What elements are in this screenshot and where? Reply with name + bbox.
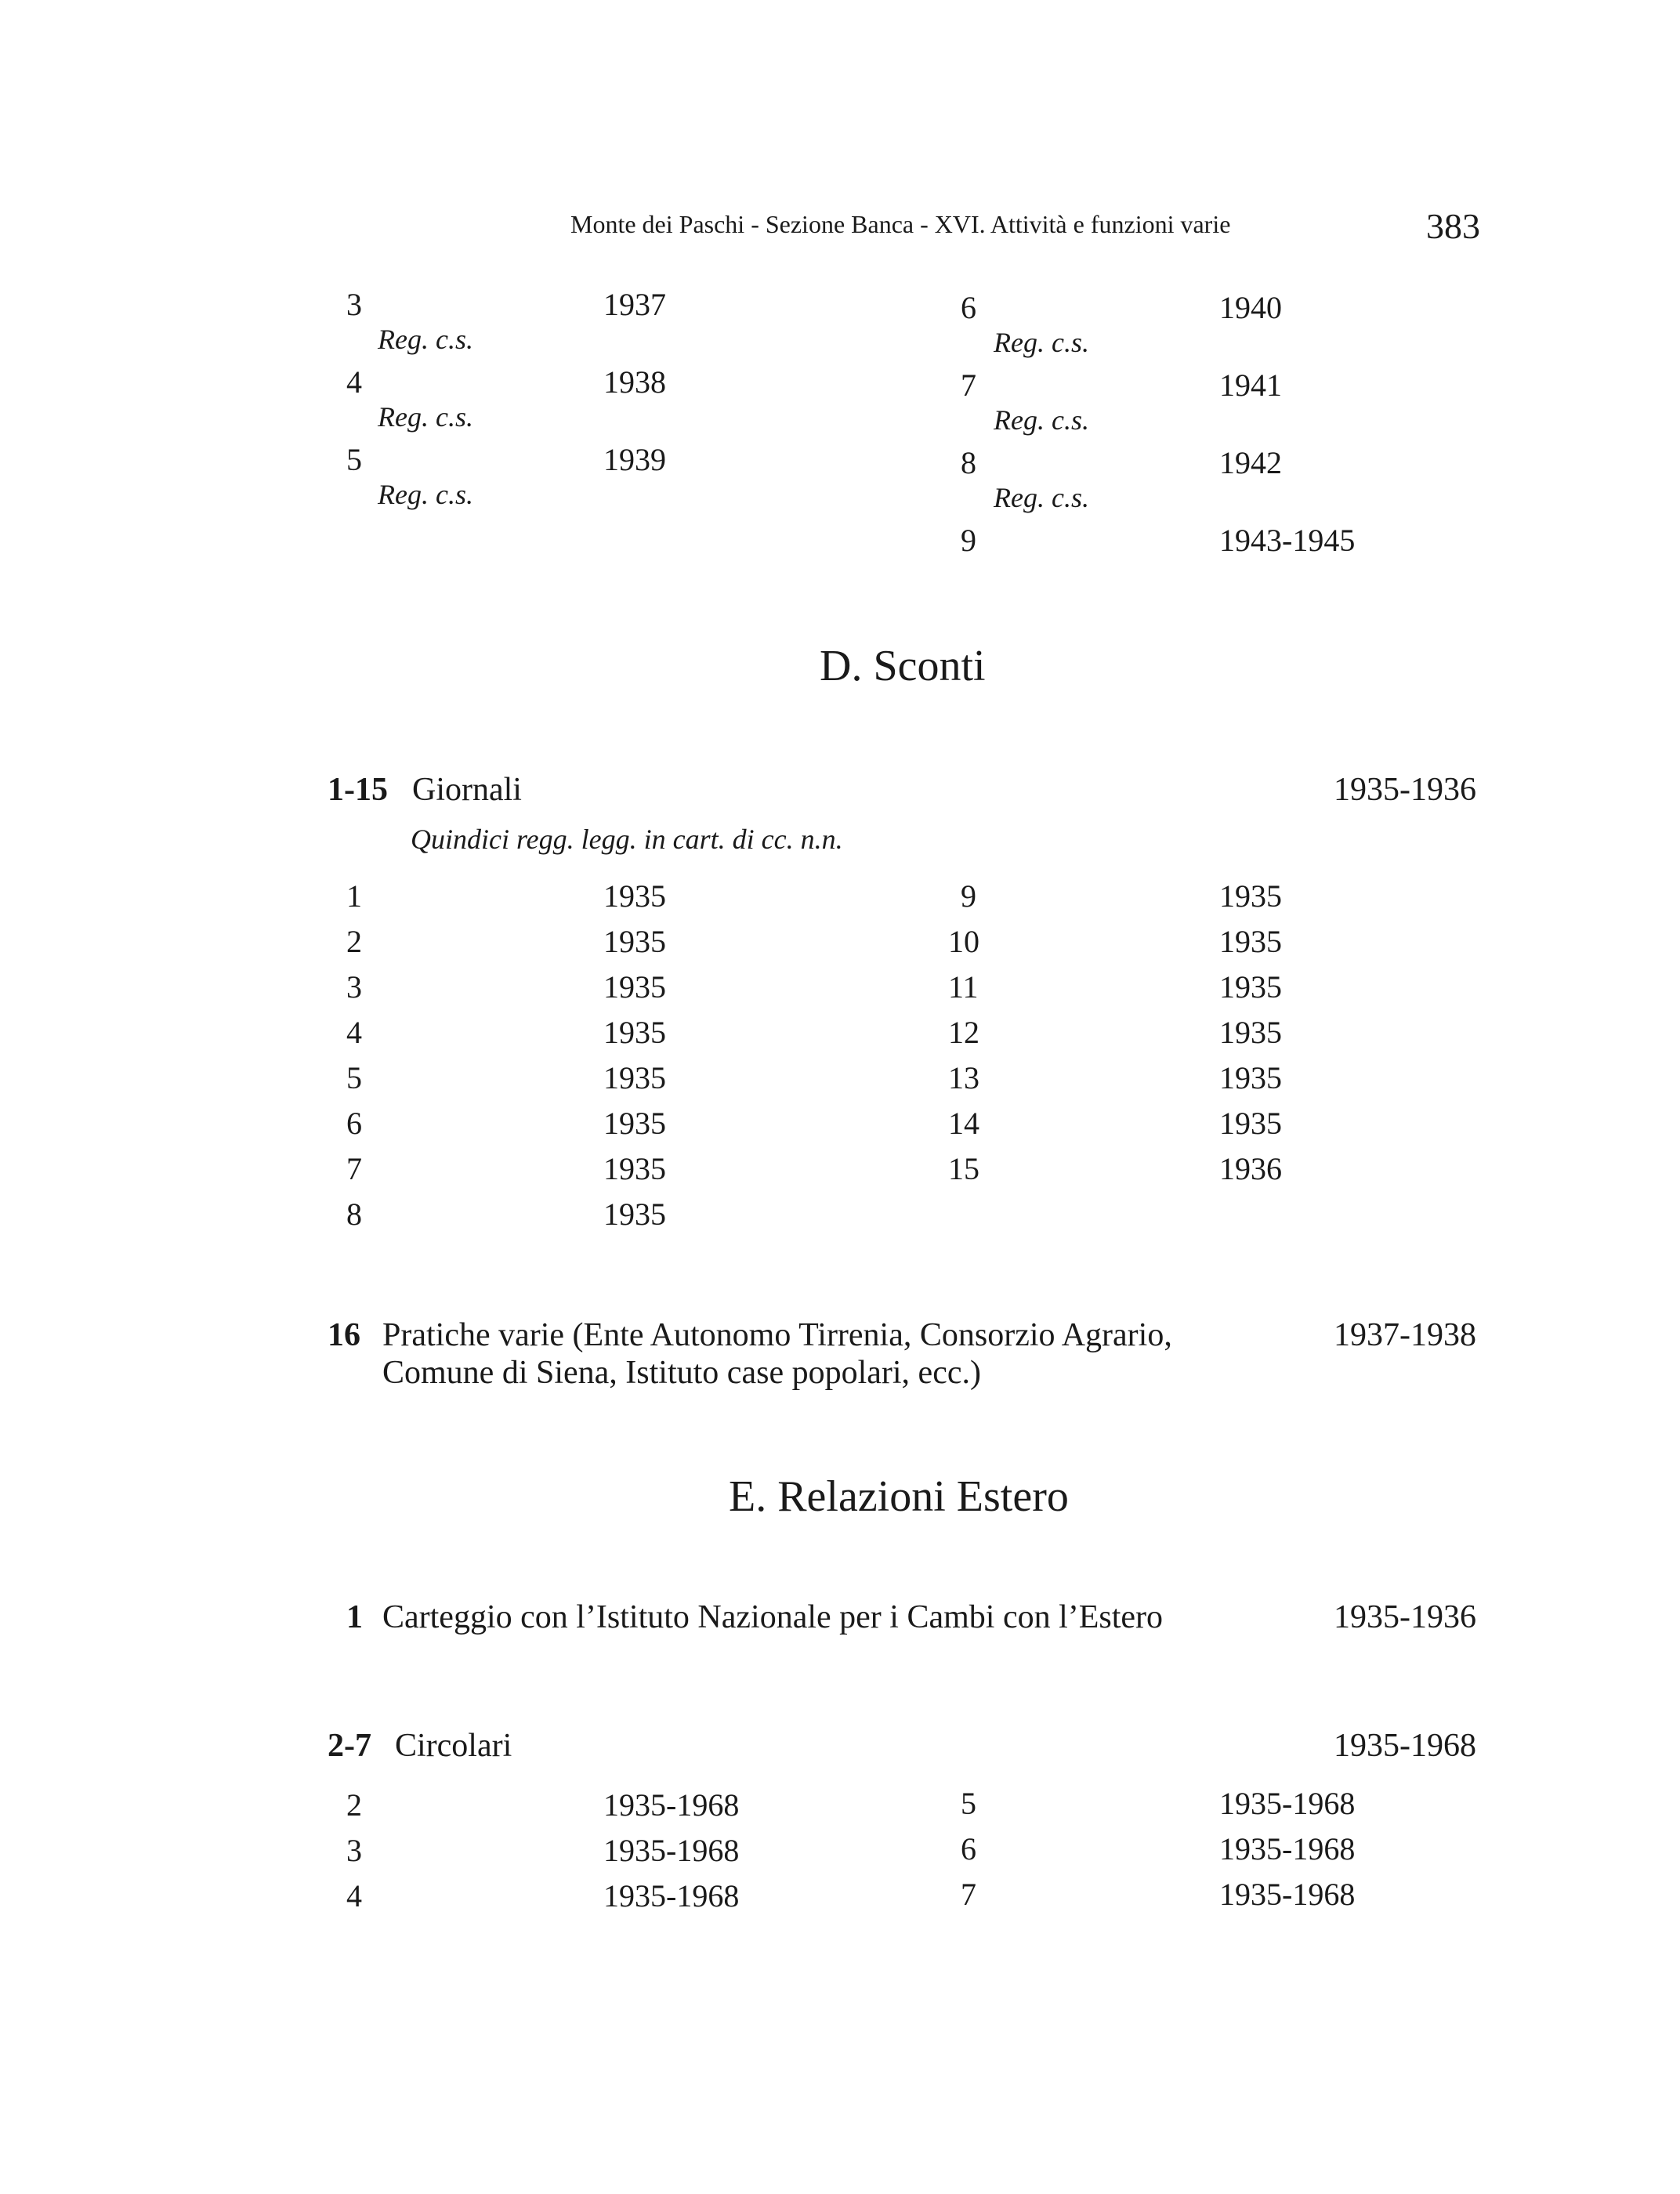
entry-number [328,1316,360,1354]
volume-note: Reg. c.s. [378,401,473,433]
volume-number: 6 [961,290,976,325]
volume-number: 6 [961,1831,976,1866]
volume-year: 1935-1968 [1219,1877,1356,1912]
volume-number: 6 [346,1106,362,1141]
volume-number: 15 [948,1151,979,1186]
volume-number: 4 [346,1015,362,1050]
volume-number: 7 [961,1877,976,1912]
volume-number: 7 [346,1151,362,1186]
volume-year: 1935 [1219,1015,1282,1050]
volume-number: 3 [346,969,362,1005]
volume-year: 1941 [1219,367,1282,403]
volume-year: 1935 [1219,1060,1282,1095]
volume-note: Reg. c.s. [378,324,473,355]
volume-number: 3 [346,1833,362,1868]
volume-year: 1935 [603,924,666,959]
entry-dates: 1937-1938 [1334,1317,1476,1353]
volume-number: 1 [346,878,362,914]
volume-year: 1935 [603,1106,666,1141]
volume-year: 1940 [1219,290,1282,325]
volume-note: Reg. c.s. [994,482,1089,513]
volume-year: 1935-1968 [603,1878,740,1913]
volume-number: 4 [346,364,362,400]
volume-number: 5 [346,1060,362,1095]
page-number: 383 [1426,206,1480,246]
entry-number [328,1727,371,1765]
volume-number: 5 [346,442,362,477]
volume-number: 5 [961,1786,976,1821]
volume-number: 2 [346,924,362,959]
volume-year: 1935 [603,1151,666,1186]
volume-year: 1942 [1219,445,1282,480]
entry-description: Quindici regg. legg. in cart. di cc. n.n. [411,824,843,855]
volume-note: Reg. c.s. [994,327,1089,358]
volume-year: 1935 [1219,1106,1282,1141]
entry-number-label: 1 [346,1599,363,1635]
volume-number: 8 [346,1197,362,1232]
entry-dates: 1935-1936 [1334,1599,1476,1635]
volume-year: 1939 [603,442,666,477]
entry-number [328,771,388,809]
volume-year: 1935 [603,1060,666,1095]
volume-number: 14 [948,1106,979,1141]
entry-title: Carteggio con l’Istituto Nazionale per i Cambi con l’Estero [382,1599,1164,1635]
entry-number-label: 1-15 [328,772,388,808]
volume-year: 1936 [1219,1151,1282,1186]
volume-note: Reg. c.s. [378,479,473,510]
volume-year: 1935-1968 [1219,1831,1356,1866]
volume-number: 12 [948,1015,979,1050]
section-title-d: D. Sconti [820,642,986,690]
entry-title: Pratiche varie (Ente Autonomo Tirrenia, Consorzio Agrario, [382,1317,1172,1353]
volume-note: Reg. c.s. [994,404,1089,436]
volume-year: 1937 [603,287,666,322]
running-header: Monte dei Paschi - Sezione Banca - XVI. Attività e funzioni varie [570,210,1231,238]
entry-dates: 1935-1936 [1334,772,1476,808]
volume-number: 10 [948,924,979,959]
entry-number-label: 2-7 [328,1728,371,1764]
entry-number-label: 16 [328,1317,360,1353]
volume-year: 1935 [603,1197,666,1232]
volume-year: 1943-1945 [1219,523,1356,558]
entry-title: Circolari [395,1728,512,1764]
volume-year: 1935-1968 [603,1787,740,1823]
volume-number: 9 [961,523,976,558]
volume-number: 7 [961,367,976,403]
volume-number: 2 [346,1787,362,1823]
volume-number: 11 [948,969,979,1005]
volume-year: 1935 [1219,878,1282,914]
entry-dates: 1935-1968 [1334,1728,1476,1764]
section-title-e: E. Relazioni Estero [729,1472,1069,1521]
volume-number: 8 [961,445,976,480]
volume-year: 1935 [603,878,666,914]
entry-title: Giornali [412,772,522,808]
volume-year: 1935-1968 [603,1833,740,1868]
volume-year: 1935 [1219,969,1282,1005]
volume-year: 1935 [1219,924,1282,959]
volume-number: 4 [346,1878,362,1913]
volume-year: 1935 [603,1015,666,1050]
entry-number [346,1598,363,1636]
volume-year: 1935-1968 [1219,1786,1356,1821]
volume-number: 13 [948,1060,979,1095]
volume-number: 3 [346,287,362,322]
volume-year: 1938 [603,364,666,400]
volume-year: 1935 [603,969,666,1005]
volume-number: 9 [961,878,976,914]
entry-title-continuation: Comune di Siena, Istituto case popolari, ecc.) [382,1355,981,1391]
